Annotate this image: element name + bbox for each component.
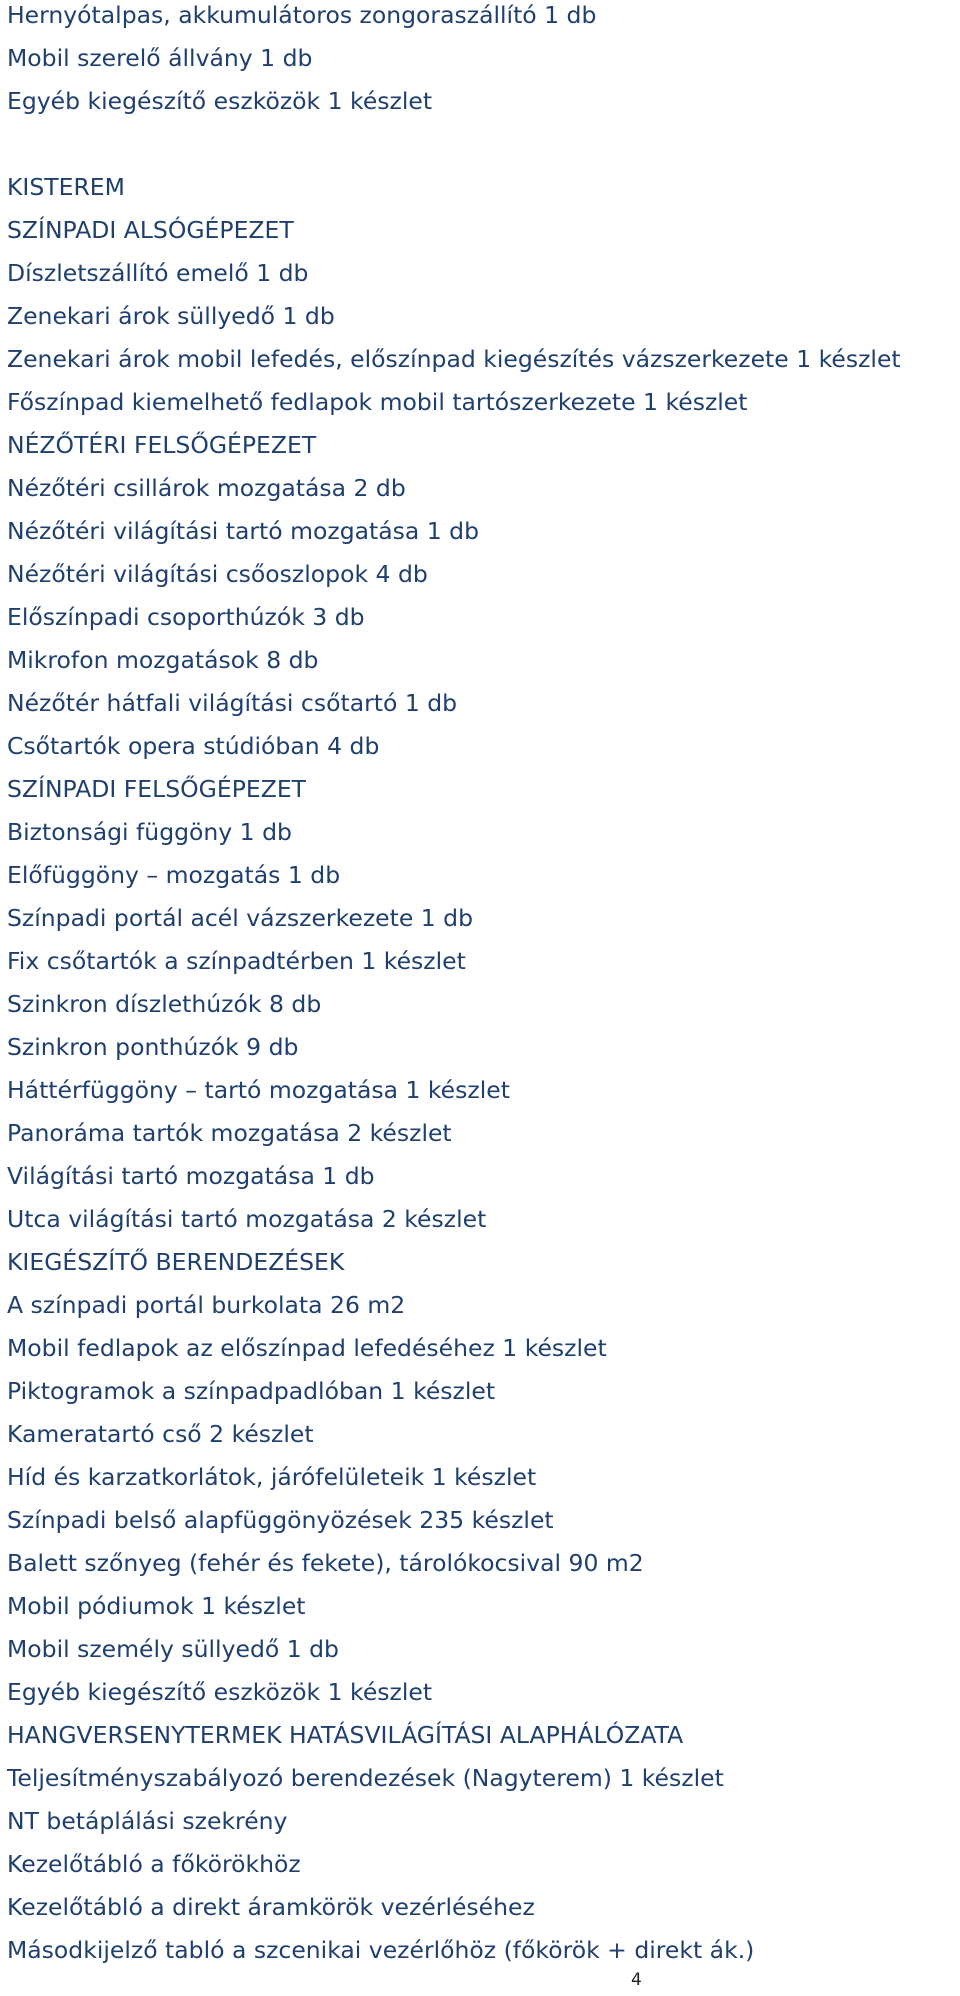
list-item: Színpadi belső alapfüggönyözések 235 készlet bbox=[7, 1506, 554, 1534]
list-item: Mobil pódiumok 1 készlet bbox=[7, 1592, 306, 1620]
list-item: Biztonsági függöny 1 db bbox=[7, 818, 292, 846]
list-item: A színpadi portál burkolata 26 m2 bbox=[7, 1291, 406, 1319]
list-item: Nézőtéri világítási tartó mozgatása 1 db bbox=[7, 517, 479, 545]
list-item: Főszínpad kiemelhető fedlapok mobil tartószerkezete 1 készlet bbox=[7, 388, 748, 416]
list-item: Színpadi portál acél vázszerkezete 1 db bbox=[7, 904, 474, 932]
list-item: Mobil személy süllyedő 1 db bbox=[7, 1635, 339, 1663]
list-item: Kezelőtábló a direkt áramkörök vezérléséhez bbox=[7, 1893, 535, 1921]
subsection-heading: KIEGÉSZÍTŐ BERENDEZÉSEK bbox=[7, 1248, 345, 1276]
list-item: Nézőtéri világítási csőoszlopok 4 db bbox=[7, 560, 428, 588]
list-item: Hernyótalpas, akkumulátoros zongoraszállító 1 db bbox=[7, 1, 597, 29]
list-item: Kezelőtábló a főkörökhöz bbox=[7, 1850, 301, 1878]
list-item: Kameratartó cső 2 készlet bbox=[7, 1420, 314, 1448]
list-item: Nézőtér hátfali világítási csőtartó 1 db bbox=[7, 689, 458, 717]
list-item: Fix csőtartók a színpadtérben 1 készlet bbox=[7, 947, 466, 975]
section-heading: KISTEREM bbox=[7, 173, 125, 201]
list-item: Zenekari árok süllyedő 1 db bbox=[7, 302, 335, 330]
list-item: Utca világítási tartó mozgatása 2 készlet bbox=[7, 1205, 487, 1233]
section-heading: HANGVERSENYTERMEK HATÁSVILÁGÍTÁSI ALAPHÁLÓZATA bbox=[7, 1721, 684, 1749]
list-item: Zenekari árok mobil lefedés, előszínpad kiegészítés vázszerkezete 1 készlet bbox=[7, 345, 901, 373]
list-item: Szinkron díszlethúzók 8 db bbox=[7, 990, 322, 1018]
list-item: Mobil szerelő állvány 1 db bbox=[7, 44, 313, 72]
subsection-heading: SZÍNPADI ALSÓGÉPEZET bbox=[7, 216, 294, 244]
list-item: Egyéb kiegészítő eszközök 1 készlet bbox=[7, 87, 433, 115]
list-item: Előszínpadi csoporthúzók 3 db bbox=[7, 603, 365, 631]
list-item: Világítási tartó mozgatása 1 db bbox=[7, 1162, 375, 1190]
list-item: Híd és karzatkorlátok, járófelületeik 1 készlet bbox=[7, 1463, 537, 1491]
list-item: Előfüggöny – mozgatás 1 db bbox=[7, 861, 341, 889]
subsection-heading: SZÍNPADI FELSŐGÉPEZET bbox=[7, 775, 307, 803]
list-item: Díszletszállító emelő 1 db bbox=[7, 259, 309, 287]
list-item: Teljesítményszabályozó berendezések (Nagyterem) 1 készlet bbox=[7, 1764, 724, 1792]
page-number: 4 bbox=[631, 1970, 642, 1990]
list-item: Nézőtéri csillárok mozgatása 2 db bbox=[7, 474, 406, 502]
list-item: Balett szőnyeg (fehér és fekete), tárolókocsival 90 m2 bbox=[7, 1549, 644, 1577]
document-body bbox=[7, 0, 947, 1978]
list-item: Egyéb kiegészítő eszközök 1 készlet bbox=[7, 1678, 433, 1706]
list-item: Csőtartók opera stúdióban 4 db bbox=[7, 732, 380, 760]
subsection-heading: NÉZŐTÉRI FELSŐGÉPEZET bbox=[7, 431, 317, 459]
list-item: Piktogramok a színpadpadlóban 1 készlet bbox=[7, 1377, 496, 1405]
list-item: Háttérfüggöny – tartó mozgatása 1 készlet bbox=[7, 1076, 510, 1104]
list-item: Mobil fedlapok az előszínpad lefedéséhez 1 készlet bbox=[7, 1334, 607, 1362]
list-item: Szinkron ponthúzók 9 db bbox=[7, 1033, 299, 1061]
list-item: Mikrofon mozgatások 8 db bbox=[7, 646, 319, 674]
list-item: Panoráma tartók mozgatása 2 készlet bbox=[7, 1119, 452, 1147]
blank-line bbox=[7, 129, 947, 172]
list-item: Másodkijelző tabló a szcenikai vezérlőhöz (főkörök + direkt ák.) bbox=[7, 1936, 755, 1964]
list-item: NT betáplálási szekrény bbox=[7, 1807, 288, 1835]
